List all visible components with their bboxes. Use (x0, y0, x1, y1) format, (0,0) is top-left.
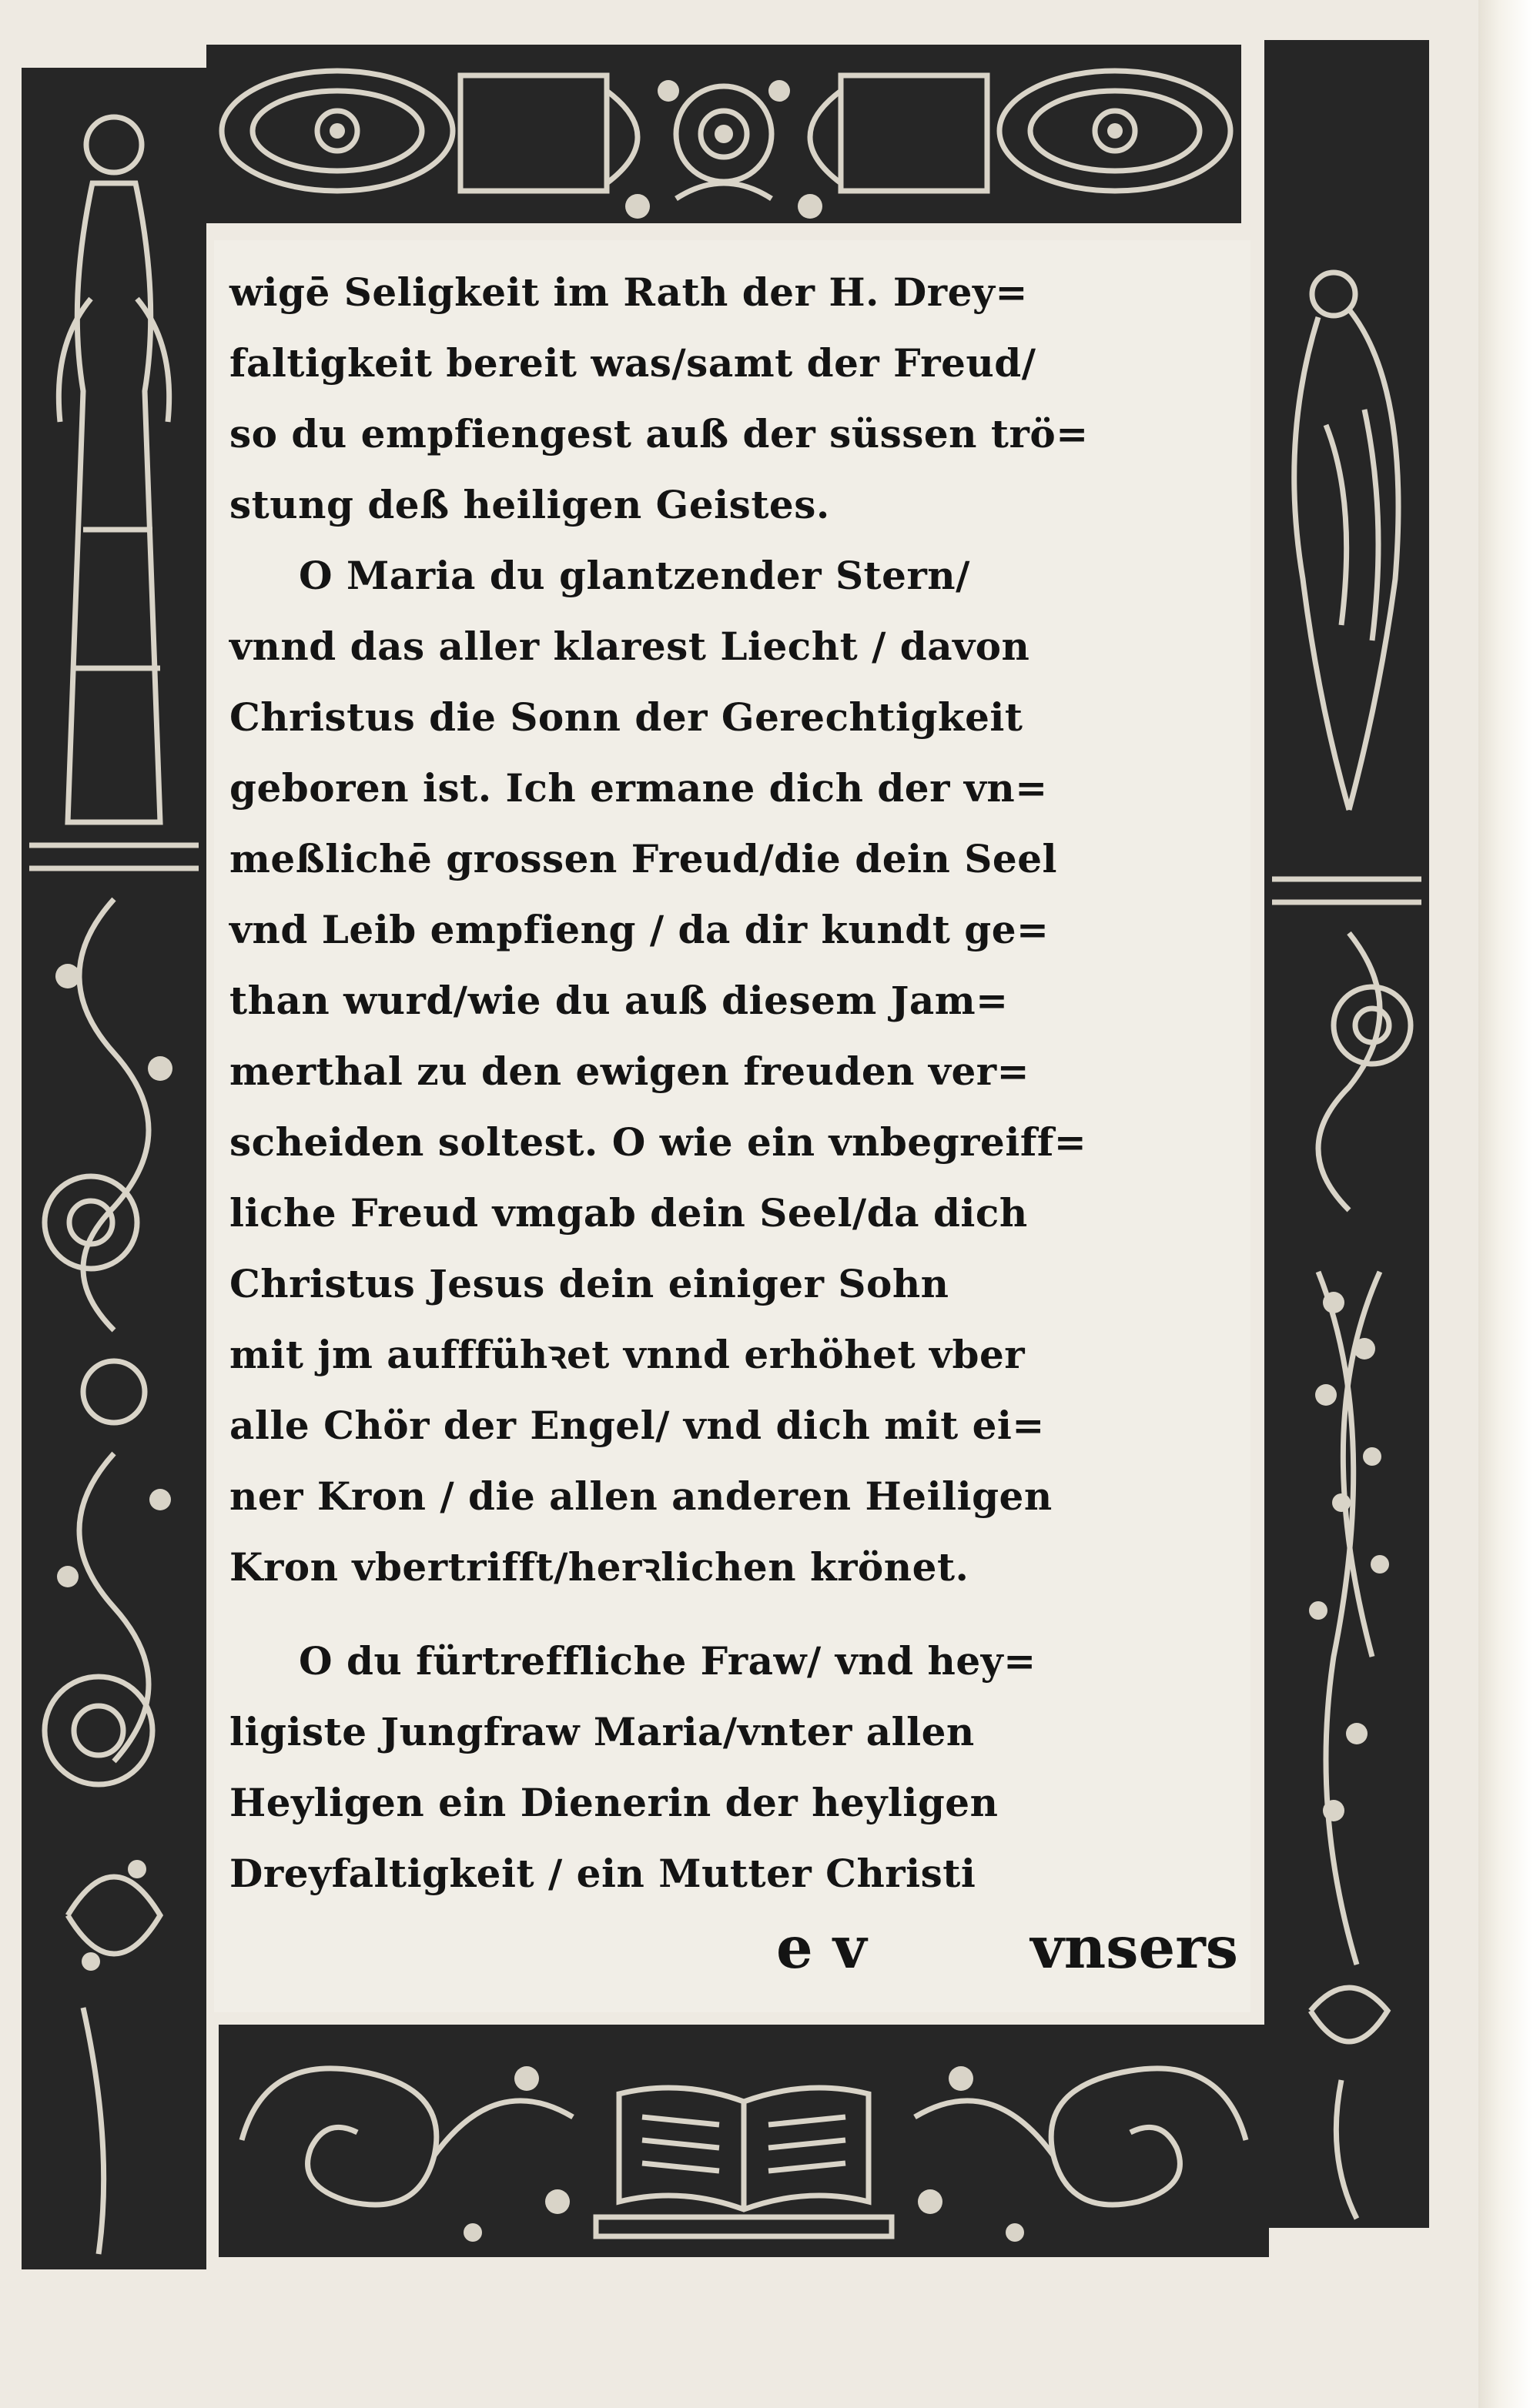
text-line: meßlichē grossen Freud/die dein Seel (229, 836, 1058, 881)
text-line: ner Kron / die allen anderen Heiligen (229, 1473, 1053, 1519)
text-line: Kron vbertrifft/herꝛlichen krönet. (229, 1544, 969, 1590)
text-line: geboren ist. Ich ermane dich der vn= (229, 765, 1048, 811)
text-line: mit jm aufffühꝛet vnnd erhöhet vber (229, 1332, 1026, 1377)
signature-mark: e v (776, 1914, 867, 1982)
fruit-garland-icon (1311, 933, 1411, 2219)
left-woodcut-border (22, 68, 206, 2269)
signature-line (229, 1912, 1246, 1983)
catchword: vnsers (1030, 1914, 1238, 1982)
text-line: scheiden soltest. O wie ein vnbegreiff= (229, 1119, 1087, 1165)
open-book-icon (596, 2088, 892, 2236)
page-edge (1478, 0, 1532, 2408)
text-line: Heyligen ein Dienerin der heyligen (229, 1780, 999, 1825)
text-line: ligiste Jungfraw Maria/vnter allen (229, 1709, 975, 1754)
text-line: stung deß heiligen Geistes. (229, 482, 830, 527)
text-line: Christus Jesus dein einiger Sohn (229, 1261, 949, 1306)
standing-figure-icon (59, 117, 169, 822)
text-line: than wurd/wie du auß diesem Jam= (229, 978, 1009, 1023)
text-line: wigē Seligkeit im Rath der H. Drey= (229, 269, 1028, 315)
top-woodcut-border (206, 45, 1241, 223)
text-block (214, 240, 1250, 2012)
text-line: liche Freud vmgab dein Seel/da dich (229, 1190, 1028, 1236)
text-line: vnd Leib empfieng / da dir kundt ge= (229, 907, 1050, 952)
text-line: faltigkeit bereit was/samt der Freud/ (229, 340, 1036, 386)
text-line: Christus die Sonn der Gerechtigkeit (229, 694, 1023, 740)
text-line: merthal zu den ewigen freuden ver= (229, 1048, 1030, 1094)
right-woodcut-border (1264, 40, 1429, 2228)
text-line: vnnd das aller klarest Liecht / davon (229, 624, 1030, 669)
text-line: Dreyfaltigkeit / ein Mutter Christi (229, 1851, 976, 1896)
paragraph-start-line: O Maria du glantzender Stern/ (299, 553, 970, 598)
paragraph-start-line: O du fürtreffliche Fraw/ vnd hey= (299, 1638, 1036, 1684)
bottom-woodcut-border (219, 2025, 1269, 2257)
text-line: alle Chör der Engel/ vnd dich mit ei= (229, 1403, 1045, 1448)
text-line: so du empfiengest auß der süssen trö= (229, 411, 1089, 457)
